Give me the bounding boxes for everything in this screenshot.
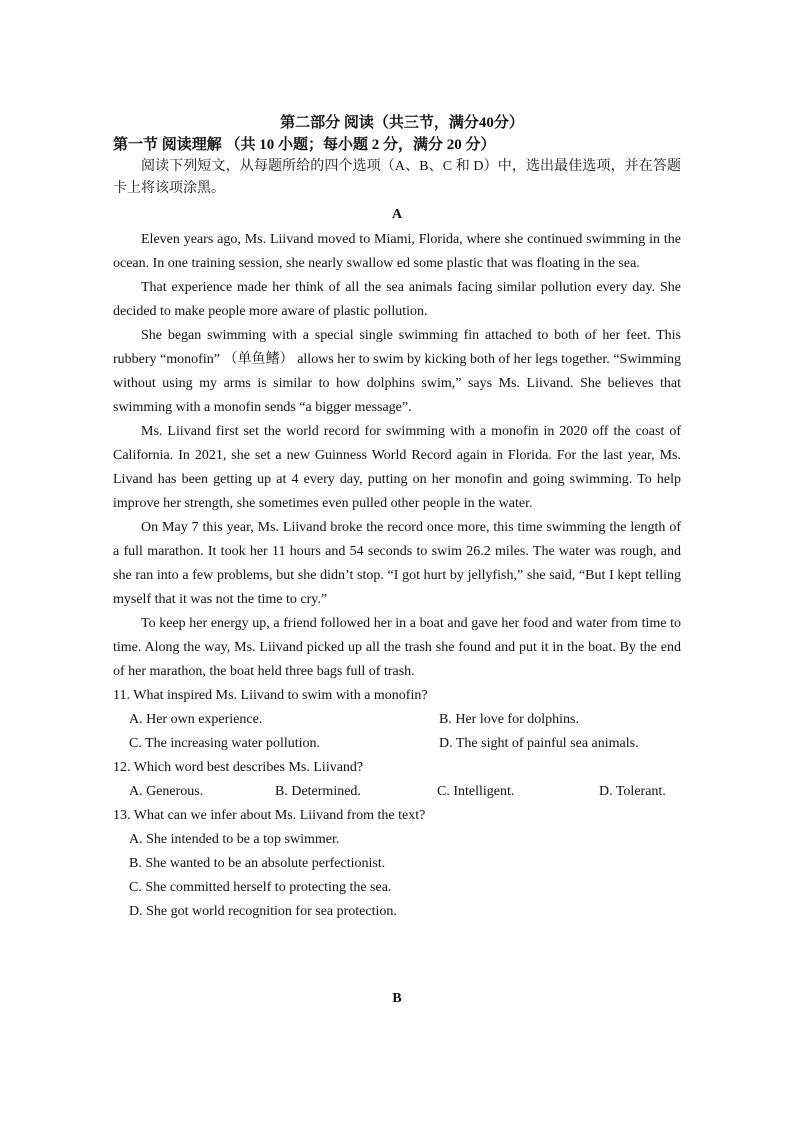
question-stem: 13. What can we infer about Ms. Liivand from the text? xyxy=(113,808,426,823)
option-b[interactable]: B. Her love for dolphins. xyxy=(439,712,579,727)
option-b[interactable]: B. Determined. xyxy=(275,784,361,799)
option-d[interactable]: D. She got world recognition for sea protection. xyxy=(129,904,397,919)
question-12 xyxy=(113,756,681,804)
passage-paragraph: She began swimming with a special single swimming fin attached to both of her feet. This rubbery “monofin” （单鱼鳍） allows her to swim by kicking both of her legs together. “Swimming without using my arms is similar to how dolphins swim,” says Ms. Liivand. She believes that swimming with a monofin sends “a bigger message”. xyxy=(113,328,681,415)
question-options xyxy=(113,828,681,924)
question-11 xyxy=(113,684,681,756)
option-c[interactable]: C. Intelligent. xyxy=(437,784,515,799)
question-13 xyxy=(113,804,681,924)
part-title: 第二部分 阅读（共三节，满分40分） xyxy=(280,115,524,131)
question-options xyxy=(113,708,681,756)
passage-paragraph: To keep her energy up, a friend followed her in a boat and gave her food and water from time to time. Along the way, Ms. Liivand picked up all the trash she found and put it in the boat. By the end of her marathon, the boat held three bags full of trash. xyxy=(113,616,681,679)
passage-a-letter: A xyxy=(391,207,403,222)
question-stem: 12. Which word best describes Ms. Liivand? xyxy=(113,760,364,775)
option-a[interactable]: A. She intended to be a top swimmer. xyxy=(129,832,340,847)
option-a[interactable]: A. Her own experience. xyxy=(129,712,263,727)
passage-paragraph: Eleven years ago, Ms. Liivand moved to Miami, Florida, where she continued swimming in the ocean. In one training session, she nearly swallow ed some plastic that was floating in the sea. xyxy=(113,232,681,271)
passage-paragraph: Ms. Liivand first set the world record for swimming with a monofin in 2020 off the coast of California. In 2021, she set a new Guinness World Record again in Florida. For the last year, Ms. Livand has been getting up at 4 every day, putting on her monofin and going swimming. To help improve her strength, she sometimes even pulled other people in the water. xyxy=(113,424,681,511)
question-stem: 11. What inspired Ms. Liivand to swim with a monofin? xyxy=(113,688,428,703)
option-d[interactable]: D. The sight of painful sea animals. xyxy=(439,736,639,751)
question-options xyxy=(113,780,681,804)
option-d[interactable]: D. Tolerant. xyxy=(599,784,666,799)
option-c[interactable]: C. The increasing water pollution. xyxy=(129,736,321,751)
section-title: 第一节 阅读理解 （共 10 小题；每小题 2 分，满分 20 分） xyxy=(113,137,496,153)
instructions: 阅读下列短文，从每题所给的四个选项（A、B、C 和 D）中，选出最佳选项，并在答题卡上将该项涂黑。 xyxy=(113,159,681,196)
option-c[interactable]: C. She committed herself to protecting the sea. xyxy=(129,880,392,895)
option-a[interactable]: A. Generous. xyxy=(129,784,204,799)
passage-a xyxy=(113,228,681,684)
option-b[interactable]: B. She wanted to be an absolute perfectionist. xyxy=(129,856,386,871)
passage-b-letter: B xyxy=(392,991,402,1006)
exam-page xyxy=(113,112,681,924)
passage-paragraph: That experience made her think of all the sea animals facing similar pollution every day. She decided to make people more aware of plastic pollution. xyxy=(113,280,681,319)
passage-paragraph: On May 7 this year, Ms. Liivand broke the record once more, this time swimming the length of a full marathon. It took her 11 hours and 54 seconds to swim 26.2 miles. The water was rough, and she ran into a few problems, but she didn’t stop. “I got hurt by jellyfish,” she said, “But I kept telling myself that it was not the time to cry.” xyxy=(113,520,681,607)
